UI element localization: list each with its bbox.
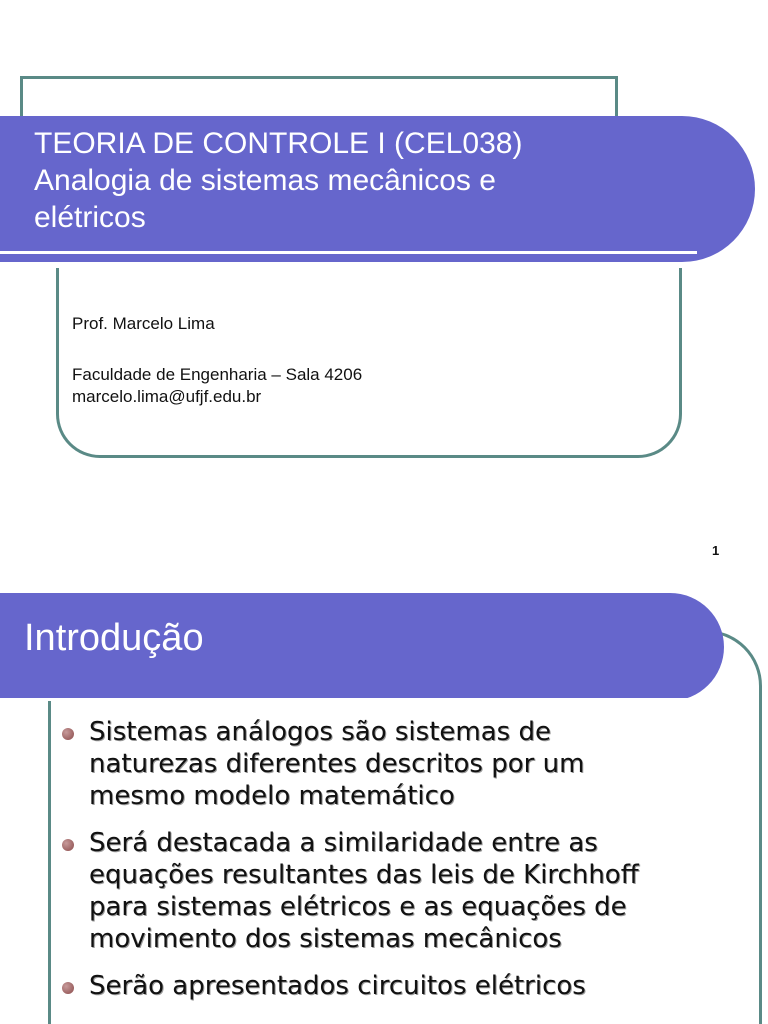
slide-title bbox=[34, 125, 694, 236]
title-underline bbox=[0, 251, 697, 254]
bullet-item bbox=[60, 716, 740, 812]
title-line-2: Analogia de sistemas mecânicos e bbox=[34, 164, 496, 197]
bullet-line: Serão apresentados circuitos elétricos bbox=[89, 971, 586, 1001]
bullet-list bbox=[60, 716, 740, 1017]
bullet-line: equações resultantes das leis de Kirchhoff bbox=[89, 860, 639, 890]
page-number: 1 bbox=[712, 543, 720, 558]
bullet-line: movimento dos sistemas mecânicos bbox=[89, 924, 562, 954]
bullet-icon bbox=[62, 982, 74, 994]
title-underline bbox=[0, 698, 710, 701]
bullet-line: para sistemas elétricos e as equações de bbox=[89, 892, 627, 922]
bullet-item bbox=[60, 827, 740, 955]
bullet-item bbox=[60, 970, 740, 1002]
bullet-line: Será destacada a similaridade entre as bbox=[89, 828, 598, 858]
bullet-icon bbox=[62, 839, 74, 851]
email-address: marcelo.lima@ufjf.edu.br bbox=[72, 387, 262, 406]
title-line-3: elétricos bbox=[34, 201, 146, 234]
bullet-icon bbox=[62, 728, 74, 740]
slide-2 bbox=[0, 568, 768, 1024]
professor-name: Prof. Marcelo Lima bbox=[72, 314, 215, 333]
bullet-line: mesmo modelo matemático bbox=[89, 781, 455, 811]
title-line-1: TEORIA DE CONTROLE I (CEL038) bbox=[34, 127, 523, 160]
department-room: Faculdade de Engenharia – Sala 4206 bbox=[72, 365, 363, 384]
bullet-line: Sistemas análogos são sistemas de bbox=[89, 717, 551, 747]
slide-title: Introdução bbox=[24, 617, 204, 659]
slide-frame-bottom bbox=[56, 268, 682, 458]
bullet-line: naturezas diferentes descritos por um bbox=[89, 749, 585, 779]
